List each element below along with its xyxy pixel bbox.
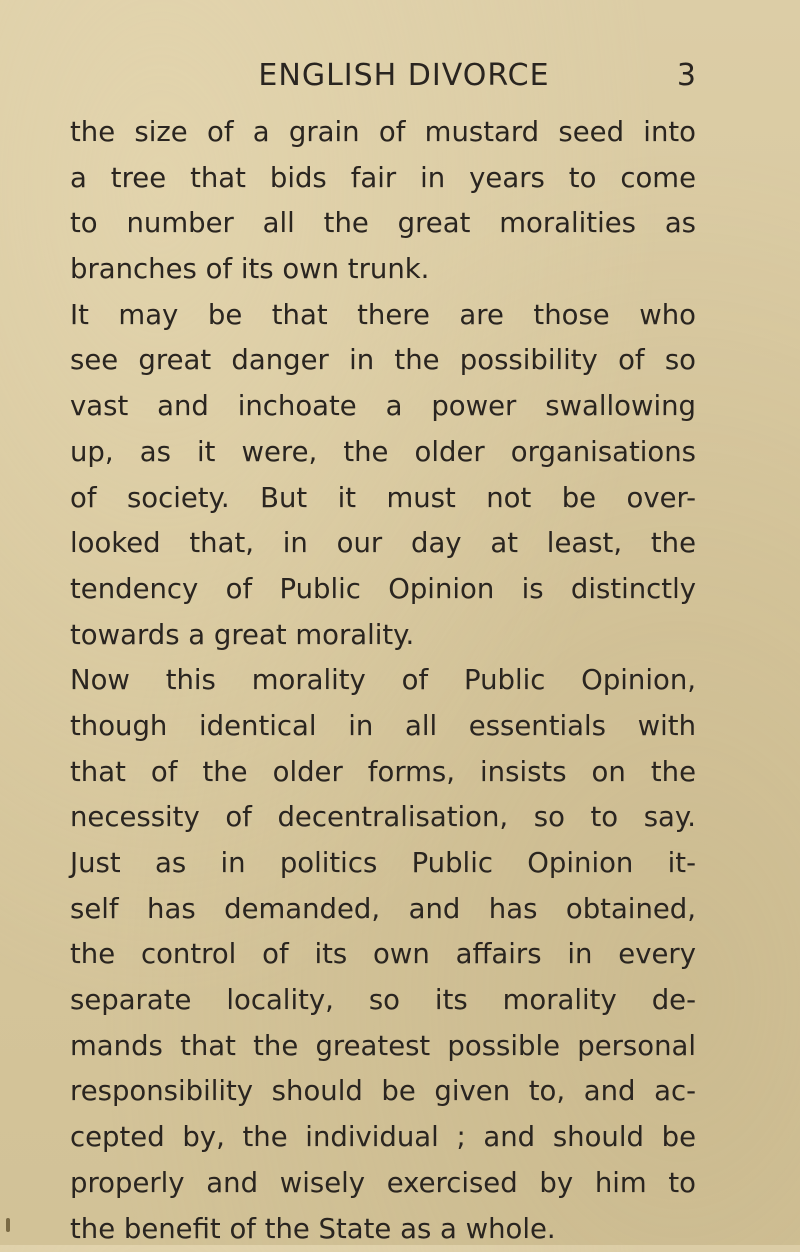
text-line: the control of its own affairs in every bbox=[70, 932, 696, 978]
text-line: a tree that bids fair in years to come bbox=[70, 156, 696, 202]
text-line: necessity of decentralisation, so to say. bbox=[70, 795, 696, 841]
text-line: separate locality, so its morality de- bbox=[70, 978, 696, 1024]
text-line: mands that the greatest possible personal bbox=[70, 1024, 696, 1070]
text-line: to number all the great moralities as bbox=[70, 201, 696, 247]
text-line: towards a great morality. bbox=[70, 613, 696, 659]
running-title: ENGLISH DIVORCE bbox=[70, 56, 696, 96]
text-line: the benefit of the State as a whole. bbox=[70, 1207, 696, 1252]
text-line: looked that, in our day at least, the bbox=[70, 521, 696, 567]
text-line: responsibility should be given to, and ac- bbox=[70, 1069, 696, 1115]
text-line: tendency of Public Opinion is distinctly bbox=[70, 567, 696, 613]
text-line: the size of a grain of mustard seed into bbox=[70, 110, 696, 156]
running-head bbox=[70, 56, 696, 96]
text-line: self has demanded, and has obtained, bbox=[70, 887, 696, 933]
body-text bbox=[70, 110, 696, 1252]
text-line: cepted by, the individual ; and should be bbox=[70, 1115, 696, 1161]
text-line: of society. But it must not be over- bbox=[70, 476, 696, 522]
text-line: branches of its own trunk. bbox=[70, 247, 696, 293]
text-line: Now this morality of Public Opinion, bbox=[70, 658, 696, 704]
text-line: that of the older forms, insists on the bbox=[70, 750, 696, 796]
text-line: properly and wisely exercised by him to bbox=[70, 1161, 696, 1207]
paper-speck bbox=[6, 1218, 10, 1232]
text-line: though identical in all essentials with bbox=[70, 704, 696, 750]
page-number: 3 bbox=[677, 56, 696, 96]
text-line: up, as it were, the older organisations bbox=[70, 430, 696, 476]
text-line: Just as in politics Public Opinion it- bbox=[70, 841, 696, 887]
text-line: vast and inchoate a power swallowing bbox=[70, 384, 696, 430]
text-line: see great danger in the possibility of so bbox=[70, 338, 696, 384]
text-line: It may be that there are those who bbox=[70, 293, 696, 339]
